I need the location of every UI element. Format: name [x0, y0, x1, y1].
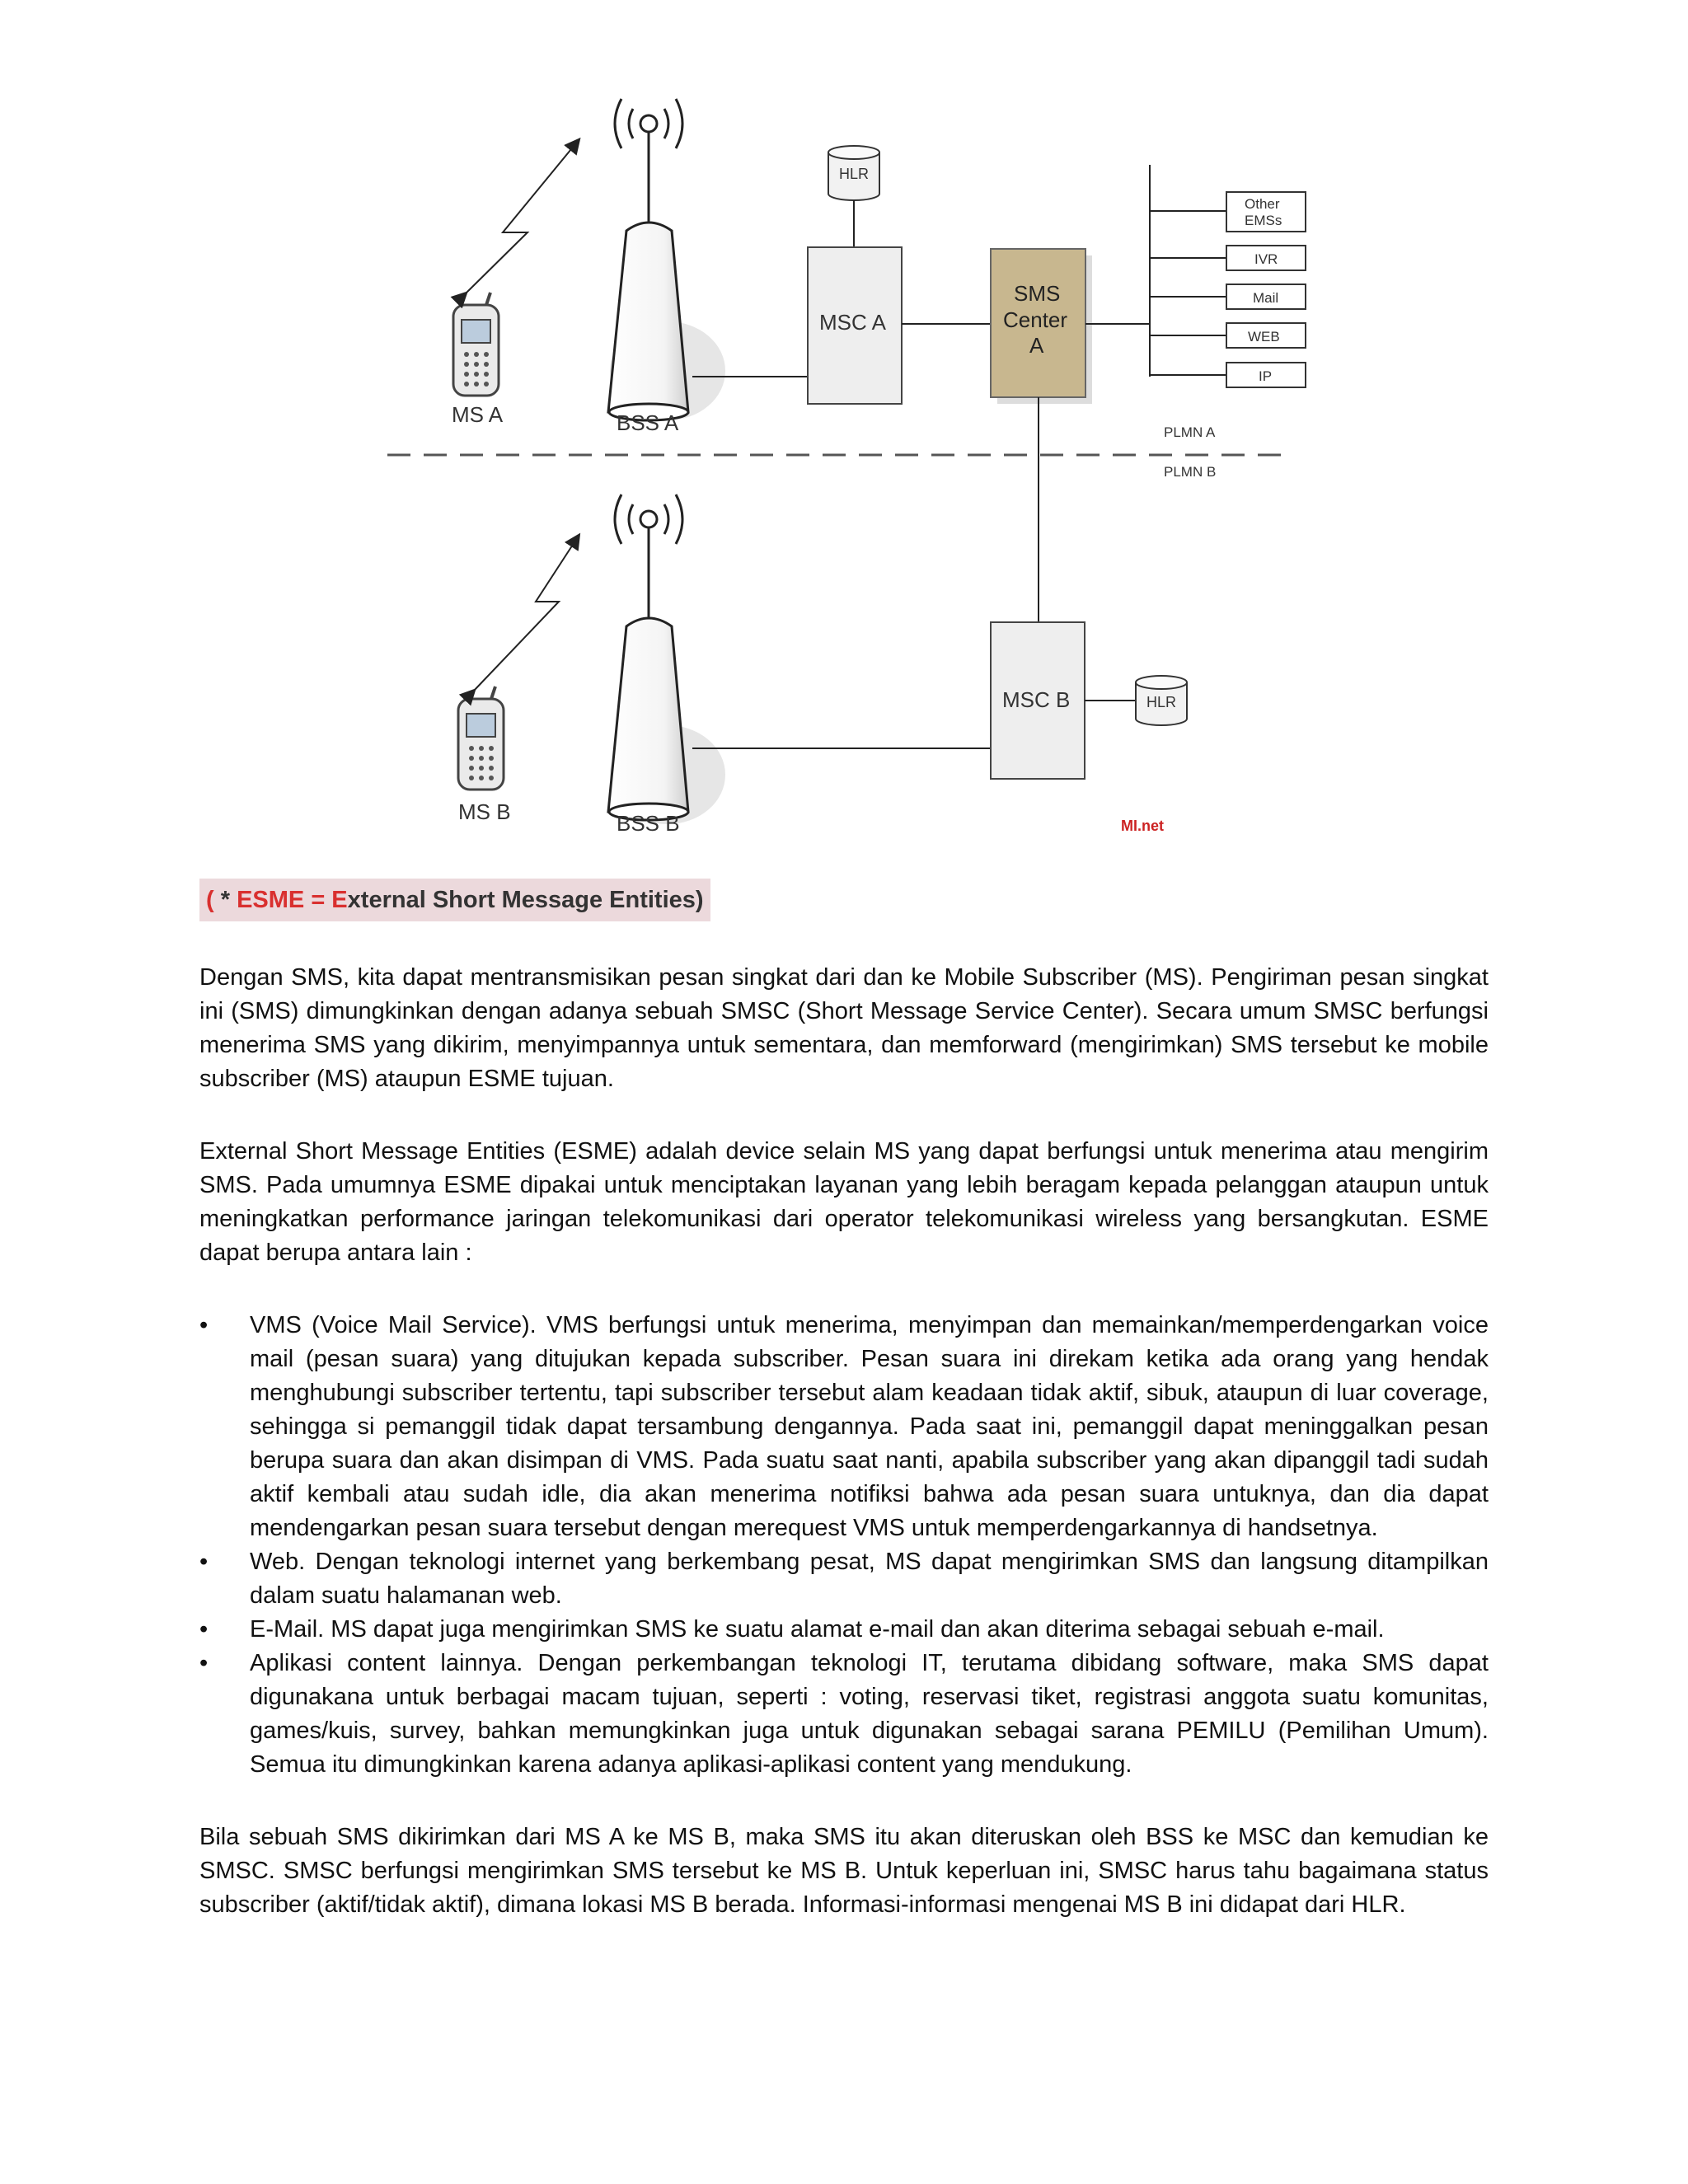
svg-text:A: A: [1029, 333, 1044, 358]
ms-b-label: MS B: [458, 799, 511, 824]
esme-types-list: [199, 1309, 1489, 1782]
svg-text:WEB: WEB: [1248, 329, 1280, 344]
mobile-phone-a-icon: [453, 293, 499, 396]
diagram-credit: MI.net: [1121, 818, 1164, 834]
bss-a-label: BSS A: [617, 410, 679, 435]
list-item: • VMS (Voice Mail Service). VMS berfungsi untuk menerima, menyimpan dan memainkan/memperdengarkan voice mail (pesan suara) yang ditujukan kepada subscriber. Pesan suara ini direkam ketika ada orang yang hendak menghubungi subscriber tertentu, tapi subscriber tersebut alam keadaan tidak aktif, sibuk, ataupun di luar coverage, sehingga si pemanggil tidak dapat tersambung dengannya. Pada saat ini, pemanggil dapat meninggalkan pesan berupa suara dan akan disimpan di VMS. Pada suatu saat nanti, apabila subscriber yang akan dipanggil tadi sudah aktif kembali atau sudah idle, dia akan menerima notifiksi bahwa ada pesan suara untuknya, dan dia dapat mendengarkan pesan suara tersebut dengan merequest VMS untuk memperdengarkannya di handsetnya.: [199, 1312, 1489, 1541]
sms-center-a-box: [991, 249, 1092, 404]
bss-b-tower-icon: [608, 494, 725, 824]
sms-network-diagram: [363, 58, 1352, 874]
paragraph-sms-flow: Bila sebuah SMS dikirimkan dari MS A ke MS B, maka SMS itu akan diteruskan oleh BSS ke MSC dan kemudian ke SMSC. SMSC berfungsi mengirimkan SMS tersebut ke MS B. Untuk keperluan ini, SMSC harus tahu bagaimana status subscriber (aktif/tidak aktif), dimana lokasi MS B berada. Informasi-informasi mengenai MS B ini didapat dari HLR.: [199, 1824, 1489, 1918]
list-item: • Web. Dengan teknologi internet yang berkembang pesat, MS dapat mengirimkan SMS dan langsung ditampilkan dalam suatu halamanan web.: [199, 1549, 1489, 1609]
plmn-a-label: PLMN A: [1164, 424, 1216, 440]
ms-a-label: MS A: [452, 402, 504, 427]
svg-text:EMSs: EMSs: [1245, 213, 1282, 228]
bss-b-label: BSS B: [617, 811, 680, 836]
radio-link-b: [474, 536, 579, 691]
svg-text:Other: Other: [1245, 196, 1280, 212]
svg-text:HLR: HLR: [839, 166, 870, 182]
paragraph-sms-intro: Dengan SMS, kita dapat mentransmisikan pesan singkat dari dan ke Mobile Subscriber (MS). Pengiriman pesan singkat ini (SMS) dimungkinkan dengan adanya sebuah SMSC (Short Message Service Center). Secara umum SMSC berfungsi menerima SMS yang dikirim, menyimpannya untuk sementara, dan memforward (mengirimkan) SMS tersebut ke mobile subscriber (MS) ataupun ESME tujuan.: [199, 964, 1489, 1092]
svg-text:IVR: IVR: [1254, 251, 1278, 267]
msc-a-box: [808, 247, 902, 404]
svg-text:Center: Center: [1003, 307, 1068, 332]
radio-link-a: [466, 140, 579, 293]
msc-b-box: [991, 622, 1085, 779]
hlr-b-database-icon: [1136, 676, 1187, 725]
plmn-b-label: PLMN B: [1164, 464, 1217, 480]
svg-text:IP: IP: [1259, 368, 1273, 384]
svg-text:MSC B: MSC B: [1002, 687, 1071, 712]
list-item: • E-Mail. MS dapat juga mengirimkan SMS ke suatu alamat e-mail dan akan diterima sebagai sebuah e-mail.: [199, 1616, 1385, 1643]
mobile-phone-b-icon: [458, 687, 504, 790]
esme-definition-note: ( * ESME = External Short Message Entities): [199, 879, 710, 921]
svg-text:HLR: HLR: [1146, 694, 1177, 710]
svg-text:SMS: SMS: [1014, 281, 1061, 306]
hlr-a-database-icon: [828, 146, 879, 200]
svg-text:Mail: Mail: [1253, 290, 1279, 306]
esme-list: [1150, 192, 1306, 387]
document-body: [199, 961, 1489, 1961]
list-item: • Aplikasi content lainnya. Dengan perkembangan teknologi IT, terutama dibidang software, maka SMS dapat digunakana untuk berbagai macam tujuan, seperti : voting, reservasi tiket, registrasi anggota suatu komunitas, games/kuis, survey, bahkan memungkinkan juga untuk digunakan sebagai sarana PEMILU (Pemilihan Umum). Semua itu dimungkinkan karena adanya aplikasi-aplikasi content yang mendukung.: [199, 1650, 1489, 1778]
paragraph-esme-intro: External Short Message Entities (ESME) adalah device selain MS yang dapat berfungsi untuk menerima atau mengirim SMS. Pada umumnya ESME dipakai untuk menciptakan layanan yang lebih beragam kepada pelanggan ataupun untuk meningkatkan performance jaringan telekomunikasi dari operator telekomunikasi wireless yang bersangkutan. ESME dapat berupa antara lain :: [199, 1138, 1489, 1266]
bss-a-tower-icon: [608, 99, 725, 420]
svg-text:MSC A: MSC A: [819, 310, 886, 335]
